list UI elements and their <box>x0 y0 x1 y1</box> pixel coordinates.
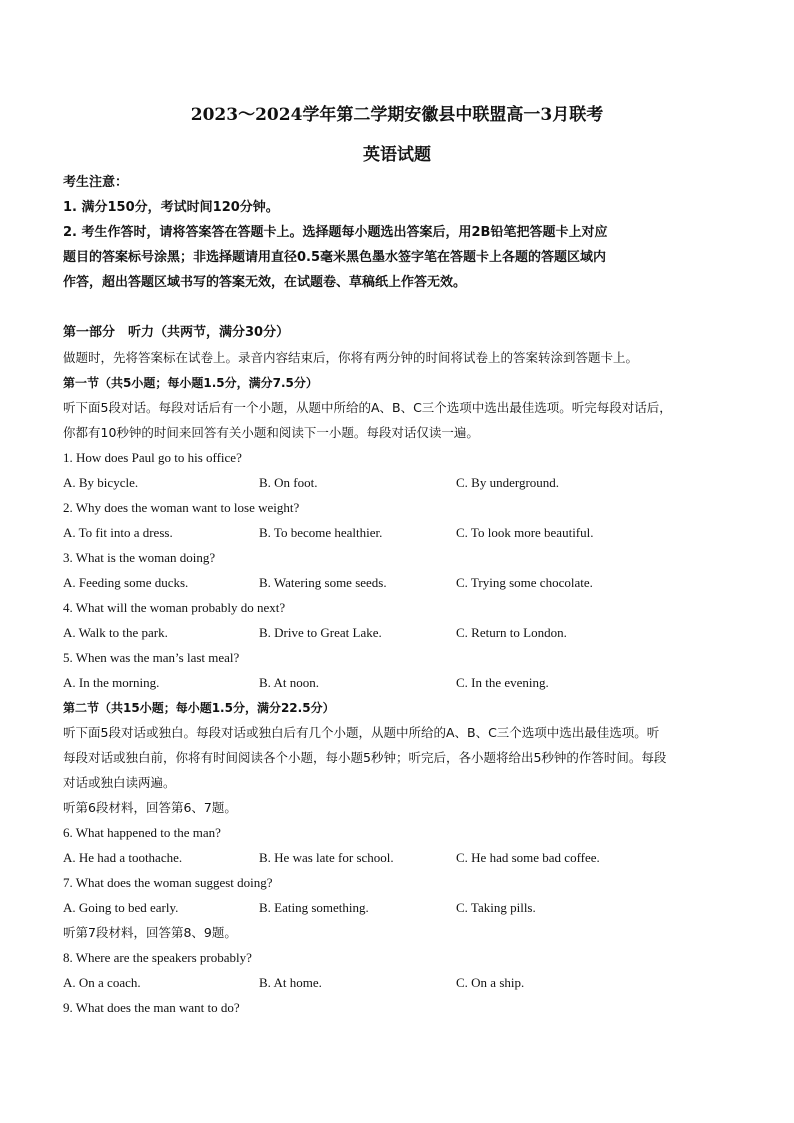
notice-item-1: 1. 满分150分，考试时间120分钟。 <box>63 200 279 215</box>
question-4: 4. What will the woman probably do next? <box>63 600 286 615</box>
option-c: C. Trying some chocolate. <box>456 575 593 590</box>
material-7-label: 听第7段材料，回答第8、9题。 <box>63 925 237 940</box>
option-c: C. To look more beautiful. <box>456 525 594 540</box>
question-9: 9. What does the man want to do? <box>63 1000 240 1015</box>
option-a: A. Walk to the park. <box>63 625 168 640</box>
option-b: B. At home. <box>259 975 322 990</box>
option-c: C. Taking pills. <box>456 900 536 915</box>
question-1: 1. How does Paul go to his office? <box>63 450 242 465</box>
section2-heading: 第二节（共15小题；每小题1.5分，满分22.5分） <box>63 701 335 715</box>
material-6-label: 听第6段材料，回答第6、7题。 <box>63 800 237 815</box>
question-7: 7. What does the woman suggest doing? <box>63 875 273 890</box>
option-c: C. By underground. <box>456 475 560 490</box>
option-a: A. To fit into a dress. <box>63 525 173 540</box>
option-a: A. Going to bed early. <box>63 900 179 915</box>
option-b: B. At noon. <box>259 675 319 690</box>
section1-instructions-line-2: 你都有10秒钟的时间来回答有关小题和阅读下一小题。每段对话仅读一遍。 <box>63 425 479 440</box>
option-a: A. In the morning. <box>63 675 160 690</box>
exam-title: 2023～2024学年第二学期安徽县中联盟高一3月联考 <box>190 105 604 125</box>
part1-heading: 第一部分 听力（共两节，满分30分） <box>63 325 290 340</box>
part1-instructions: 做题时，先将答案标在试卷上。录音内容结束后，你将有两分钟的时间将试卷上的答案转涂到答题卡上。 <box>63 350 639 365</box>
section2-instructions-line-3: 对话或独白读两遍。 <box>63 775 176 790</box>
question-2: 2. Why does the woman want to lose weight? <box>63 500 300 515</box>
option-b: B. Eating something. <box>259 900 369 915</box>
option-a: A. Feeding some ducks. <box>63 575 189 590</box>
option-a: A. By bicycle. <box>63 475 139 490</box>
option-b: B. To become healthier. <box>259 525 383 540</box>
option-b: B. He was late for school. <box>259 850 394 865</box>
option-c: C. In the evening. <box>456 675 549 690</box>
section1-instructions-line-1: 听下面5段对话。每段对话后有一个小题，从题中所给的A、B、C三个选项中选出最佳选项。听完每段对话后， <box>63 400 672 415</box>
section2-instructions-line-1: 听下面5段对话或独白。每段对话或独白后有几个小题，从题中所给的A、B、C三个选项中选出最佳选项。听 <box>63 725 660 740</box>
question-6: 6. What happened to the man? <box>63 825 221 840</box>
option-c: C. On a ship. <box>456 975 525 990</box>
option-b: B. On foot. <box>259 475 318 490</box>
question-5: 5. When was the man’s last meal? <box>63 650 240 665</box>
section2-instructions-line-2: 每段对话或独白前，你将有时间阅读各个小题，每小题5秒钟；听完后，各小题将给出5秒钟的作答时间。每段 <box>63 750 667 765</box>
notice-item-2-line-3: 作答，超出答题区域书写的答案无效，在试题卷、草稿纸上作答无效。 <box>63 275 467 290</box>
notice-item-2-line-2: 题目的答案标号涂黑；非选择题请用直径0.5毫米黑色墨水签字笔在答题卡上各题的答题区域内 <box>63 250 607 265</box>
question-8: 8. Where are the speakers probably? <box>63 950 252 965</box>
option-a: A. On a coach. <box>63 975 141 990</box>
option-b: B. Watering some seeds. <box>259 575 387 590</box>
question-3: 3. What is the woman doing? <box>63 550 216 565</box>
option-b: B. Drive to Great Lake. <box>259 625 382 640</box>
section1-heading: 第一节（共5小题；每小题1.5分，满分7.5分） <box>63 376 318 390</box>
notice-item-2-line-1: 2. 考生作答时，请将答案答在答题卡上。选择题每小题选出答案后，用2B铅笔把答题卡上对应 <box>63 225 608 240</box>
subject-title: 英语试题 <box>363 145 431 165</box>
option-c: C. Return to London. <box>456 625 567 640</box>
option-a: A. He had a toothache. <box>63 850 183 865</box>
notice-heading: 考生注意： <box>63 175 129 190</box>
option-c: C. He had some bad coffee. <box>456 850 600 865</box>
